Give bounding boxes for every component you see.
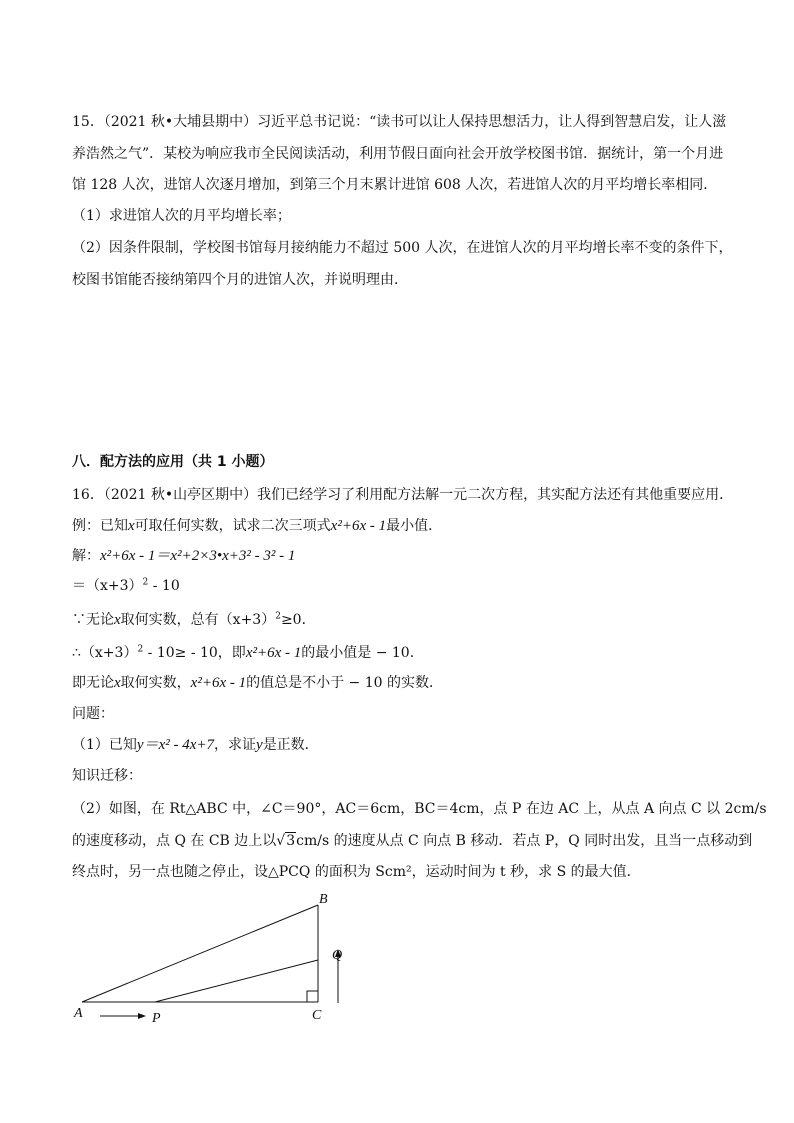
- text: 取何实数，总有（x+3）: [120, 612, 276, 628]
- exponent: 2: [137, 644, 144, 655]
- q16-solution: [72, 546, 732, 566]
- text: 例：已知: [72, 518, 128, 534]
- section-heading: 八．配方法的应用（共 1 小题）: [72, 454, 274, 470]
- text: 是正数．: [262, 737, 319, 753]
- q15-line1: 15．（2021 秋•大埔县期中）习近平总书记说：“读书可以让人保持思想活力，让人得到智慧启发，让人滋: [72, 114, 727, 130]
- label-B: B: [319, 892, 328, 907]
- exponent: 2: [275, 611, 281, 622]
- text: 的速度移动，点 Q 在 CB 边上以: [72, 833, 277, 849]
- text: 的最小值是 − 10．: [301, 645, 424, 661]
- label-Q: Q: [332, 948, 343, 963]
- solution-expression: x²+6x - 1＝x²+2×3•x+3² - 3² - 1: [100, 548, 296, 564]
- label-P: P: [152, 1011, 161, 1026]
- q15-sub2b: 校图书馆能否接纳第四个月的进馆人次，并说明理由．: [72, 272, 408, 288]
- text: - 10: [148, 578, 180, 594]
- text: （1）已知: [72, 737, 137, 753]
- triangle-figure: [60, 885, 360, 1030]
- q16-part1: [72, 735, 732, 755]
- solution-label: 解：: [72, 548, 100, 564]
- q16-part2-line3: 终点时，另一点也随之停止，设△PCQ 的面积为 Scm²，运动时间为 t 秒，求 S 的最大值．: [72, 864, 641, 880]
- text: 最小值．: [386, 518, 443, 534]
- q16-conclusion: [72, 673, 732, 693]
- text: 即无论: [72, 675, 114, 691]
- text: 可取任何实数，试求二次三项式: [134, 518, 331, 534]
- q16-because1: [72, 610, 732, 630]
- q15-sub1: （1）求进馆人次的月平均增长率；: [72, 208, 291, 224]
- q16-solution-line2: [72, 576, 732, 596]
- q16-part2-line2: [72, 831, 753, 851]
- segment-AB: [82, 905, 318, 1002]
- q15-line2: 养浩然之气”．某校为响应我市全民阅读活动，利用节假日面向社会开放学校图书馆．据统计，第一个月进: [72, 146, 724, 162]
- text: ∴（x+3）: [72, 645, 138, 661]
- q16-transfer-label: 知识迁移：: [72, 768, 142, 784]
- polynomial: x²+6x - 1: [245, 645, 302, 661]
- sqrt-expression: √3: [276, 833, 296, 849]
- var-y: y: [256, 737, 263, 753]
- text: - 10≥ - 10，即: [143, 645, 246, 661]
- y-expression: y＝x² - 4x+7: [136, 737, 215, 753]
- arrow-p-head: [138, 1013, 146, 1019]
- q16-part2-line1: （2）如图，在 Rt△ABC 中，∠C＝90°，AC＝6cm，BC＝4cm，点 P 在边 AC 上，从点 A 向点 C 以 2cm/s: [72, 801, 767, 817]
- radicand: 3: [286, 833, 296, 849]
- var-x: x: [114, 612, 121, 628]
- polynomial: x²+6x - 1: [330, 518, 387, 534]
- segment-PQ: [155, 960, 318, 1002]
- text: ∵无论: [72, 612, 114, 628]
- label-A: A: [74, 1006, 83, 1021]
- var-x: x: [114, 675, 121, 691]
- text: ≥0．: [280, 612, 316, 628]
- q16-intro: 16．（2021 秋•山亭区期中）我们已经学习了利用配方法解一元二次方程，其实配方法还有其他重要应用．: [72, 487, 734, 503]
- label-C: C: [312, 1008, 322, 1023]
- right-angle-mark: [307, 991, 318, 1002]
- q16-because2: [72, 643, 732, 663]
- text: 的值总是不小于 − 10 的实数．: [246, 675, 444, 691]
- text: ＝（x+3）: [72, 578, 143, 594]
- var-x: x: [128, 518, 135, 534]
- q15-line3: 馆 128 人次，进馆人次逐月增加，到第三个月末累计进馆 608 人次，若进馆人次的月平均增长率相同．: [72, 177, 718, 193]
- text: ，求证: [214, 737, 257, 753]
- text: cm/s 的速度从点 C 向点 B 移动．若点 P，Q 同时出发，且当一点移动到: [296, 833, 753, 849]
- q16-problem-label: 问题：: [72, 706, 114, 722]
- polynomial: x²+6x - 1: [190, 675, 247, 691]
- exponent: 2: [142, 577, 149, 588]
- q16-example: [72, 516, 732, 536]
- q15-sub2a: （2）因条件限制，学校图书馆每月接纳能力不超过 500 人次，在进馆人次的月平均增长率不变的条件下，: [72, 240, 733, 256]
- text: 取何实数，: [120, 675, 191, 691]
